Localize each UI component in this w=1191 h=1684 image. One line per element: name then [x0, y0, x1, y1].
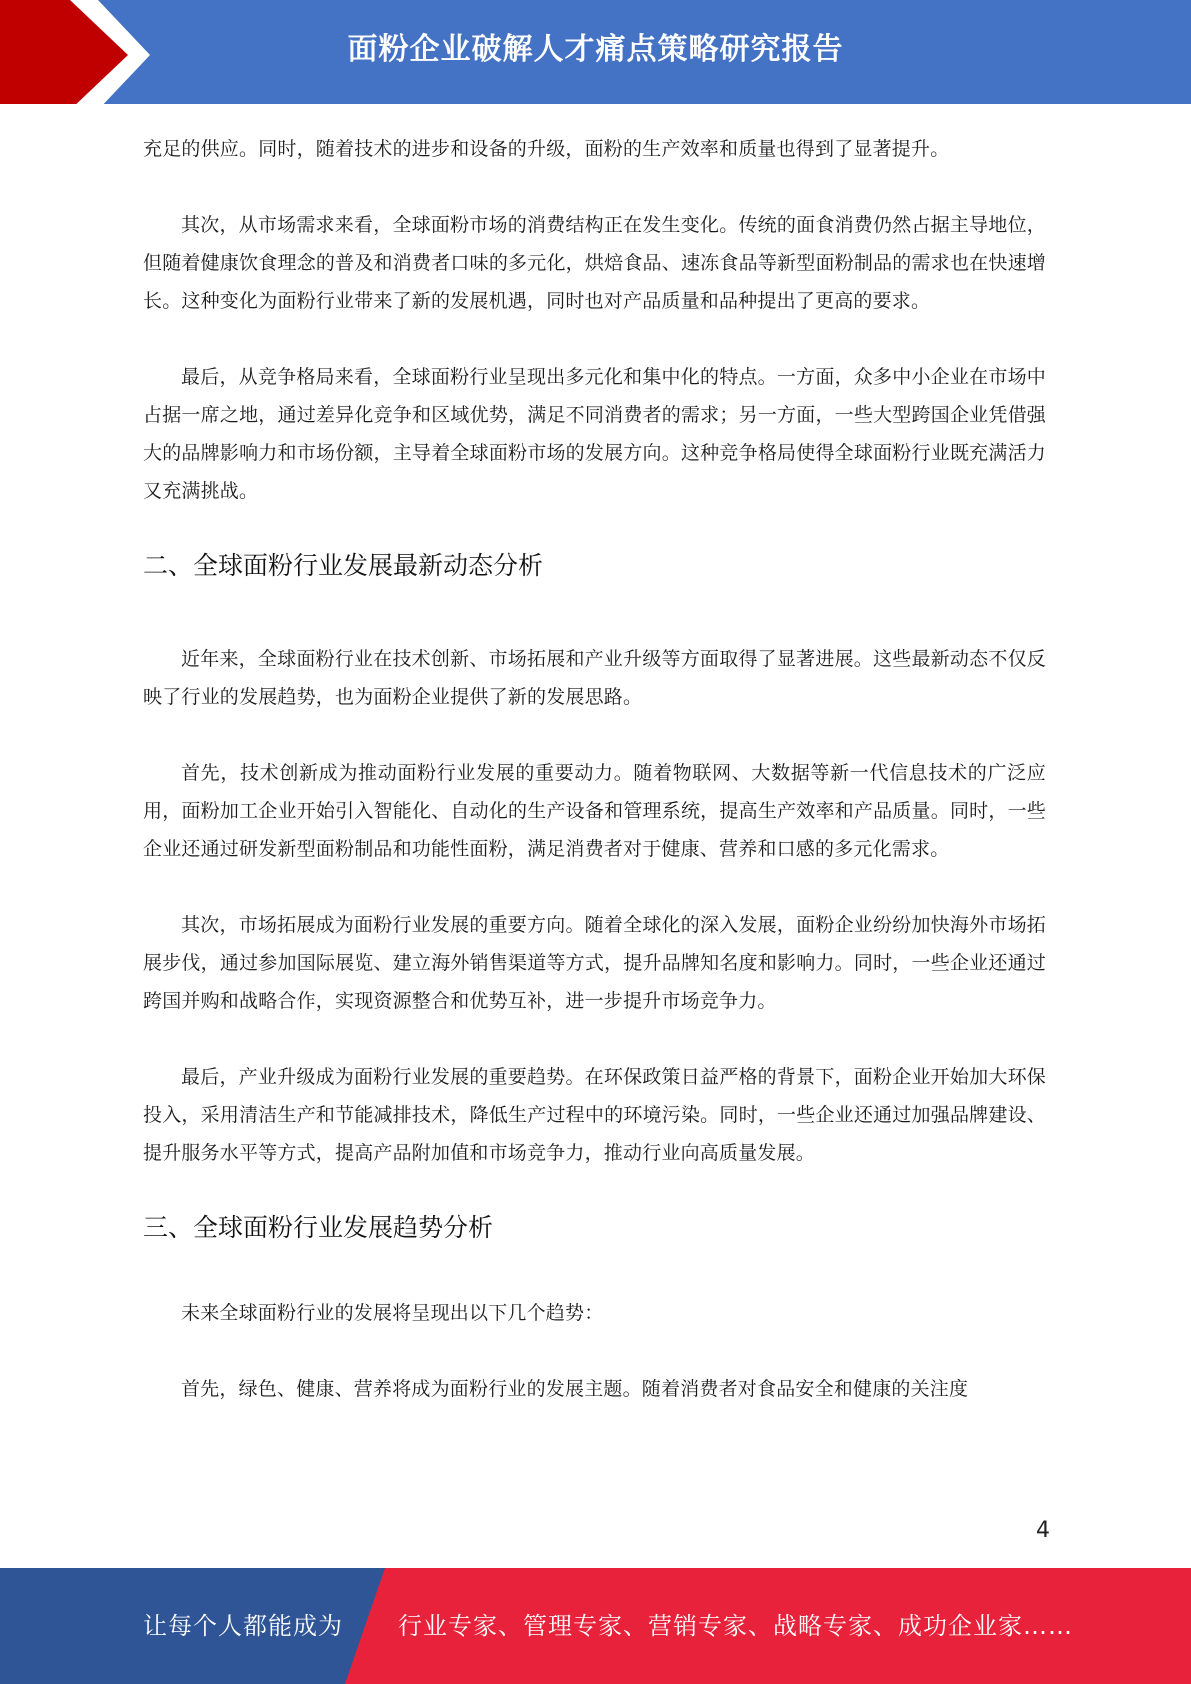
paragraph: 未来全球面粉行业的发展将呈现出以下几个趋势： — [181, 1302, 604, 1324]
paragraph: 最后，从竞争格局来看，全球面粉行业呈现出多元化和集中化的特点。一方面，众多中小企业在市场中占据一席之地，通过差异化竞争和区域优势，满足不同消费者的需求；另一方面，一些大型跨国企业凭借强大的品牌影响力和市场份额，主导着全球面粉市场的发展方向。这种竞争格局使得全球面粉行业既充满活力又充满挑战。 — [143, 366, 1046, 502]
header-title: 面粉企业破解人才痛点策略研究报告 — [347, 32, 844, 67]
paragraph: 首先，技术创新成为推动面粉行业发展的重要动力。随着物联网、大数据等新一代信息技术的广泛应用，面粉加工企业开始引入智能化、自动化的生产设备和管理系统，提高生产效率和产品质量。同时，一些企业还通过研发新型面粉制品和功能性面粉，满足消费者对于健康、营养和口感的多元化需求。 — [143, 762, 1046, 860]
page-number: 4 — [1036, 1518, 1050, 1543]
section-heading-3: 三、全球面粉行业发展趋势分析 — [143, 1213, 494, 1242]
footer-slogan-left: 让每个人都能成为 — [143, 1612, 343, 1640]
paragraph: 其次，从市场需求来看，全球面粉市场的消费结构正在发生变化。传统的面食消费仍然占据主导地位，但随着健康饮食理念的普及和消费者口味的多元化，烘焙食品、速冻食品等新型面粉制品的需求也在快速增长。这种变化为面粉行业带来了新的发展机遇，同时也对产品质量和品种提出了更高的要求。 — [143, 214, 1046, 312]
footer-slogan-right: 行业专家、管理专家、营销专家、战略专家、成功企业家…… — [398, 1612, 1073, 1640]
paragraph: 近年来，全球面粉行业在技术创新、市场拓展和产业升级等方面取得了显著进展。这些最新动态不仅反映了行业的发展趋势，也为面粉企业提供了新的发展思路。 — [143, 648, 1046, 708]
section-heading-2: 二、全球面粉行业发展最新动态分析 — [143, 551, 544, 580]
page-header — [0, 0, 1191, 110]
paragraph: 其次，市场拓展成为面粉行业发展的重要方向。随着全球化的深入发展，面粉企业纷纷加快海外市场拓展步伐，通过参加国际展览、建立海外销售渠道等方式，提升品牌知名度和影响力。同时，一些企业还通过跨国并购和战略合作，实现资源整合和优势互补，进一步提升市场竞争力。 — [143, 914, 1046, 1012]
page-footer — [0, 1568, 1191, 1684]
paragraph: 最后，产业升级成为面粉行业发展的重要趋势。在环保政策日益严格的背景下，面粉企业开始加大环保投入，采用清洁生产和节能减排技术，降低生产过程中的环境污染。同时，一些企业还通过加强品牌建设、提升服务水平等方式，提高产品附加值和市场竞争力，推动行业向高质量发展。 — [143, 1066, 1046, 1164]
paragraph: 首先，绿色、健康、营养将成为面粉行业的发展主题。随着消费者对食品安全和健康的关注度 — [181, 1378, 969, 1400]
paragraph: 充足的供应。同时，随着技术的进步和设备的升级，面粉的生产效率和质量也得到了显著提升。 — [143, 138, 950, 160]
document-body — [143, 130, 1046, 1408]
